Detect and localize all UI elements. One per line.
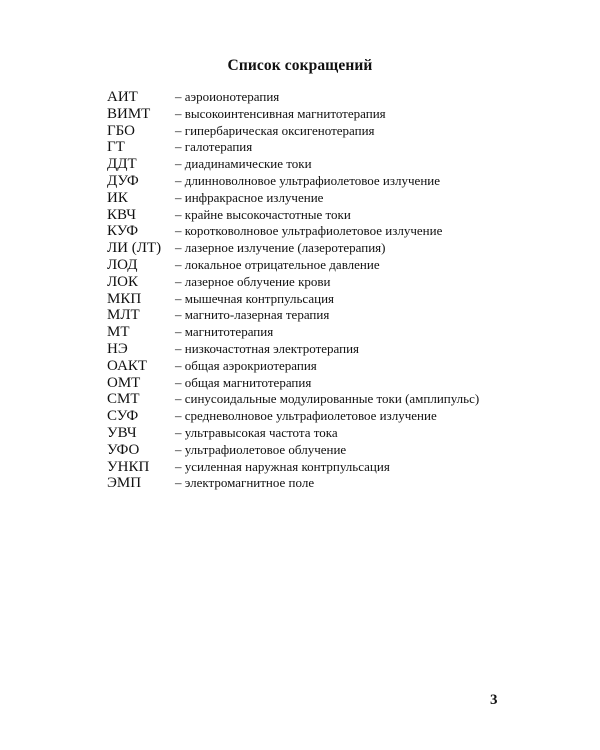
- abbreviation-row: [107, 106, 479, 123]
- abbreviation-row: [107, 307, 479, 324]
- abbreviation-row: [107, 341, 479, 358]
- abbreviation-definition: – инфракрасное излучение: [175, 189, 324, 205]
- abbreviation-row: [107, 274, 479, 291]
- abbreviation-code: ЭМП: [107, 475, 142, 492]
- abbreviation-definition: – лазерное излучение (лазеротерапия): [175, 240, 386, 256]
- abbreviation-definition: – синусоидальные модулированные токи (амплипульс): [175, 391, 480, 407]
- abbreviation-definition: – галотерапия: [175, 139, 253, 155]
- abbreviation-row: [107, 190, 479, 207]
- abbreviation-definition: – ультравысокая частота тока: [175, 424, 338, 440]
- abbreviation-definition: – общая магнитотерапия: [175, 374, 312, 390]
- abbreviation-definition: – общая аэрокриотерапия: [175, 357, 317, 373]
- abbreviation-code: ДДТ: [107, 156, 137, 173]
- abbreviation-row: [107, 123, 479, 140]
- abbreviation-code: МКП: [107, 290, 142, 307]
- abbreviation-definition: – лазерное облучение крови: [175, 273, 331, 289]
- page-title: Список сокращений: [227, 57, 373, 74]
- abbreviation-row: [107, 139, 479, 156]
- abbreviation-definition: – электромагнитное поле: [175, 475, 315, 491]
- abbreviation-code: ВИМТ: [107, 105, 151, 122]
- abbreviation-definition: – аэроионотерапия: [175, 89, 280, 104]
- abbreviation-row: [107, 89, 479, 106]
- abbreviation-code: УФО: [107, 441, 140, 458]
- abbreviation-code: НЭ: [107, 340, 128, 357]
- abbreviation-row: [107, 442, 479, 459]
- abbreviation-definition: – крайне высокочастотные токи: [175, 206, 351, 222]
- abbreviation-definition: – длинноволновое ультрафиолетовое излучение: [175, 172, 441, 188]
- abbreviation-code: СУФ: [107, 408, 139, 425]
- abbreviation-code: МЛТ: [107, 307, 140, 324]
- abbreviation-code: ЛОД: [107, 256, 138, 273]
- abbreviation-row: [107, 375, 479, 392]
- abbreviation-row: [107, 459, 479, 476]
- abbreviation-code: КУФ: [107, 223, 139, 240]
- abbreviation-definition: – магнитотерапия: [175, 324, 274, 340]
- abbreviation-code: ГБО: [107, 122, 136, 139]
- abbreviation-code: ЛИ (ЛТ): [107, 240, 162, 257]
- abbreviation-code: АИТ: [107, 89, 138, 105]
- abbreviation-row: [107, 324, 479, 341]
- abbreviation-row: [107, 358, 479, 375]
- abbreviation-code: ГТ: [107, 139, 125, 156]
- abbreviation-row: [107, 156, 479, 173]
- abbreviation-definition: – магнито-лазерная терапия: [175, 307, 330, 323]
- abbreviation-definition: – ультрафиолетовое облучение: [175, 441, 347, 457]
- page-number: 3: [490, 692, 498, 708]
- abbreviation-row: [107, 223, 479, 240]
- abbreviation-row: [107, 291, 479, 308]
- abbreviation-code: ОМТ: [107, 374, 141, 391]
- abbreviation-row: [107, 408, 479, 425]
- abbreviation-definition: – коротковолновое ультрафиолетовое излучение: [175, 223, 443, 239]
- abbreviation-code: ОАКТ: [107, 357, 148, 374]
- abbreviation-code: СМТ: [107, 391, 140, 408]
- abbreviation-list: [107, 89, 479, 492]
- abbreviation-row: [107, 207, 479, 224]
- abbreviation-definition: – мышечная контрпульсация: [175, 290, 335, 306]
- abbreviation-code: МТ: [107, 324, 130, 341]
- abbreviation-definition: – диадинамические токи: [175, 156, 312, 172]
- abbreviation-code: УНКП: [107, 458, 150, 475]
- abbreviation-definition: – усиленная наружная контрпульсация: [175, 458, 390, 474]
- abbreviation-definition: – средневолновое ультрафиолетовое излучение: [175, 408, 437, 424]
- abbreviation-definition: – высокоинтенсивная магнитотерапия: [175, 105, 386, 121]
- abbreviation-row: [107, 391, 479, 408]
- abbreviation-code: ИК: [107, 189, 128, 206]
- abbreviation-code: КВЧ: [107, 206, 137, 223]
- abbreviation-row: [107, 425, 479, 442]
- abbreviation-code: ЛОК: [107, 273, 139, 290]
- abbreviation-definition: – локальное отрицательное давление: [175, 256, 380, 272]
- abbreviation-row: [107, 475, 479, 492]
- abbreviation-code: ДУФ: [107, 172, 139, 189]
- abbreviation-row: [107, 173, 479, 190]
- abbreviation-definition: – гипербарическая оксигенотерапия: [175, 122, 375, 138]
- abbreviation-definition: – низкочастотная электротерапия: [175, 340, 360, 356]
- abbreviation-row: [107, 240, 479, 257]
- abbreviation-row: [107, 257, 479, 274]
- abbreviation-code: УВЧ: [107, 424, 137, 441]
